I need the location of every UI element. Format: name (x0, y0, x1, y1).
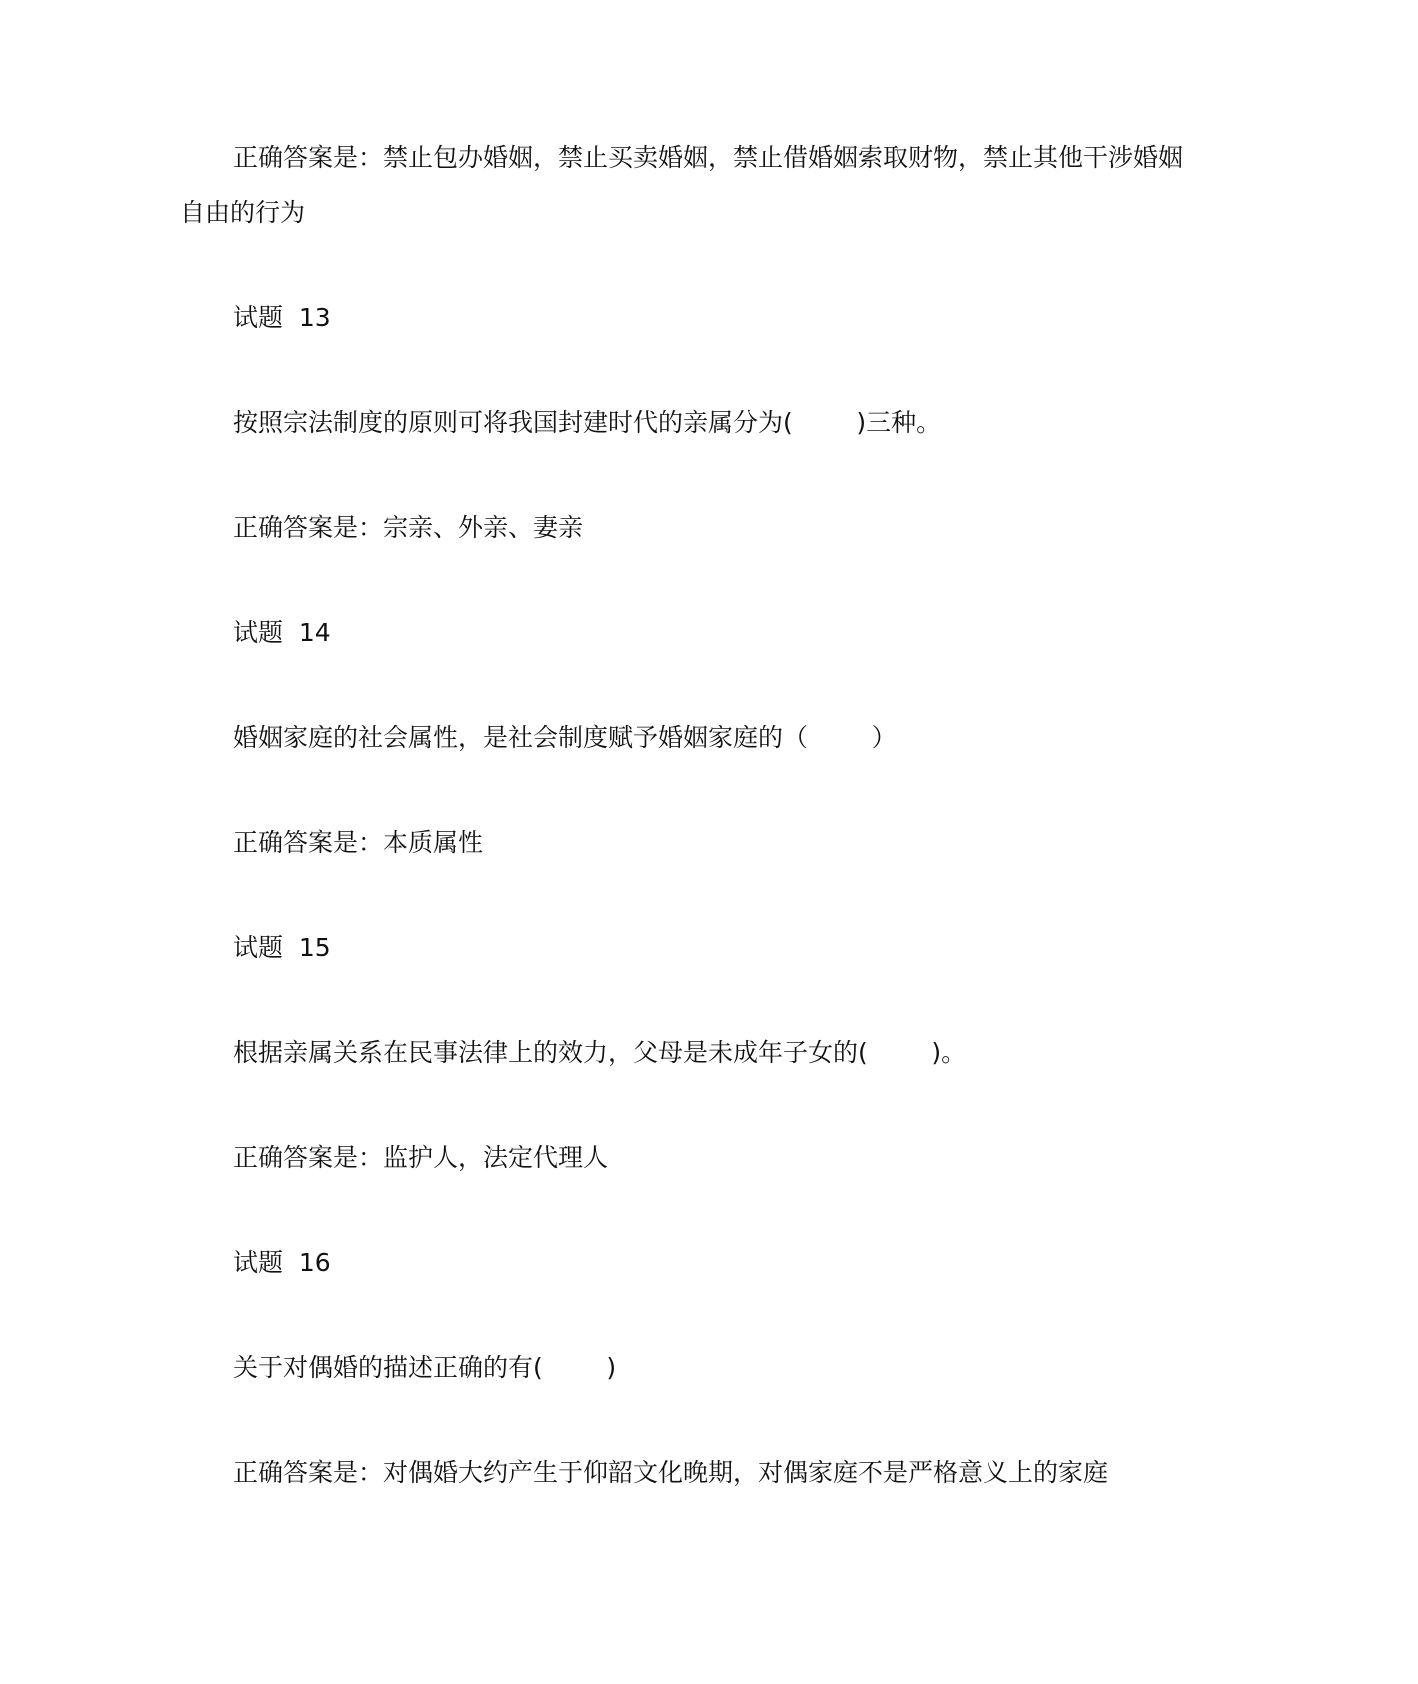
answer-12-line-1: 正确答案是：禁止包办婚姻，禁止买卖婚姻，禁止借婚姻索取财物，禁止其他干涉婚姻 (233, 143, 1184, 172)
question-14-heading: 试题 14 (233, 618, 331, 647)
question-13-text: 按照宗法制度的原则可将我国封建时代的亲属分为( )三种。 (233, 408, 942, 437)
answer-16: 正确答案是：对偶婚大约产生于仰韶文化晚期，对偶家庭不是严格意义上的家庭 (233, 1458, 1109, 1487)
question-16-heading: 试题 16 (233, 1248, 331, 1277)
answer-13: 正确答案是：宗亲、外亲、妻亲 (233, 513, 584, 542)
answer-14: 正确答案是：本质属性 (233, 828, 484, 857)
question-15-heading: 试题 15 (233, 933, 331, 962)
answer-15: 正确答案是：监护人，法定代理人 (233, 1143, 609, 1172)
question-14-text: 婚姻家庭的社会属性，是社会制度赋予婚姻家庭的（ ） (233, 723, 897, 752)
question-16-text: 关于对偶婚的描述正确的有( ) (233, 1353, 617, 1382)
question-13-heading: 试题 13 (233, 303, 331, 332)
answer-12-line-2: 自由的行为 (180, 198, 306, 227)
question-15-text: 根据亲属关系在民事法律上的效力，父母是未成年子女的( )。 (233, 1038, 967, 1067)
